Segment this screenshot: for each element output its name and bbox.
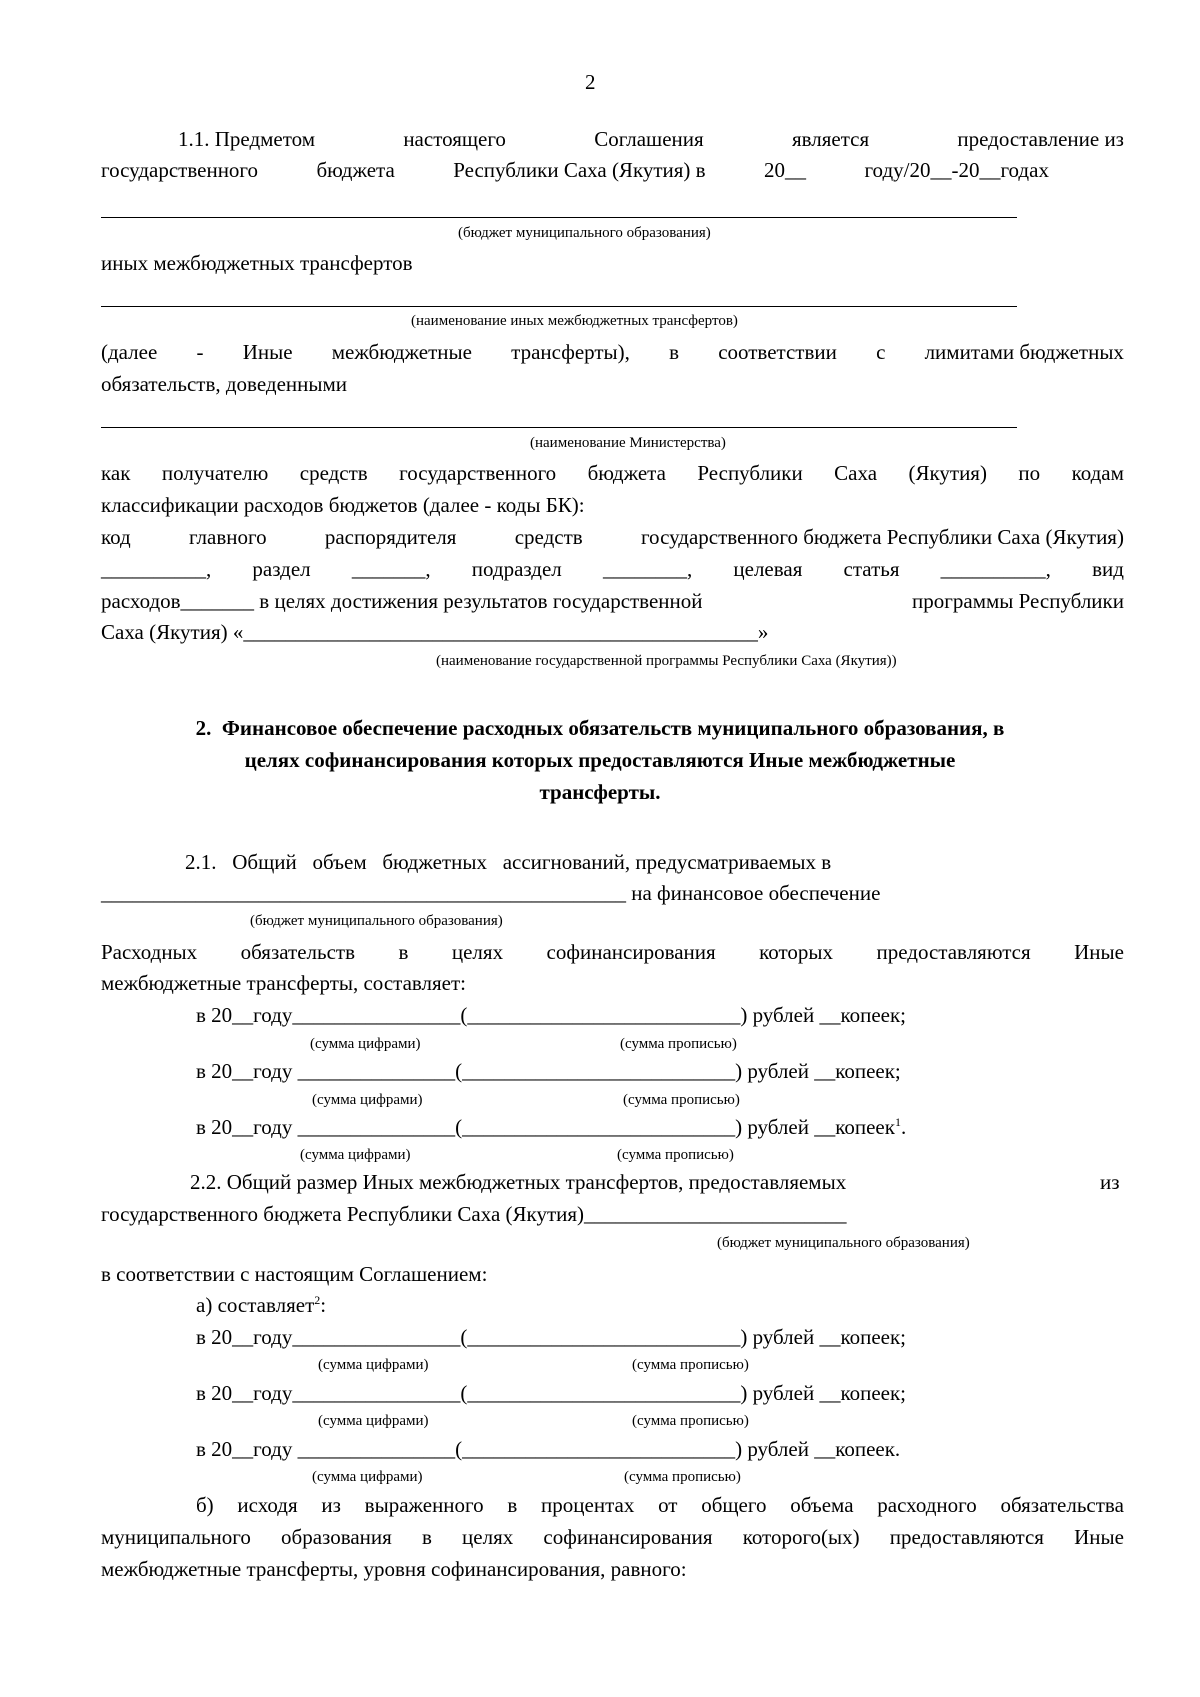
clause-1-1-line9	[101, 557, 1124, 581]
word: обязательств	[240, 940, 356, 964]
caption-digits: (сумма цифрами)	[318, 1357, 429, 1373]
section-2-heading-line2: целях софинансирования которых предоставляются Иные межбюджетные	[244, 748, 956, 772]
word: предоставляются	[889, 1525, 1044, 1549]
word: -	[196, 340, 204, 364]
word: подраздел	[471, 557, 562, 581]
caption-program: (наименование государственной программы Республики Саха (Якутия))	[436, 653, 897, 669]
word: государственного бюджета Республики Саха (Якутия)	[640, 525, 1124, 549]
caption-words: (сумма прописью)	[632, 1357, 749, 1373]
word: Иные	[1074, 940, 1124, 964]
clause-1-1-line7: классификации расходов бюджетов (далее - коды БК):	[101, 493, 585, 517]
word: государственного	[101, 158, 259, 182]
caption-budget: (бюджет муниципального образования)	[458, 225, 711, 241]
clause-2-2-b-line2	[101, 1525, 1124, 1549]
footnote-ref-1[interactable]: 1	[894, 1115, 901, 1129]
word: Расходных	[101, 940, 198, 964]
clause-1-1-line1	[178, 127, 1124, 151]
clause-2-2-line1-left: 2.2. Общий размер Иных межбюджетных трансфертов, предоставляемых	[190, 1170, 847, 1194]
clause-2-2-line1-right: из	[1100, 1170, 1120, 1194]
word: от	[658, 1493, 678, 1517]
word: 1.1. Предметом	[178, 127, 316, 151]
word: Саха	[834, 461, 878, 485]
word: муниципального	[101, 1525, 251, 1549]
clause-2-2-b-line1	[196, 1493, 1124, 1517]
word: ________,	[602, 557, 693, 581]
word: целях	[462, 1525, 514, 1549]
word: которых	[759, 940, 834, 964]
amount-row: в 20__году _______________(__________________________) рублей __копеек.	[196, 1437, 901, 1461]
amount-row: в 20__году________________(__________________________) рублей __копеек;	[196, 1003, 907, 1027]
word: лимитами бюджетных	[924, 340, 1124, 364]
word: по	[1018, 461, 1041, 485]
amount-row-end: .	[900, 1115, 907, 1139]
clause-2-1-line2: __________________________________________________ на финансовое обеспечение	[101, 881, 881, 905]
word: настоящего	[403, 127, 506, 151]
word: образования	[281, 1525, 392, 1549]
clause-2-2-line3: в соответствии с настоящим Соглашением:	[101, 1262, 488, 1286]
blank-line-ministry	[101, 427, 1017, 428]
word: главного	[188, 525, 267, 549]
word: в	[669, 340, 680, 364]
clause-1-1-line8	[101, 525, 1124, 549]
caption-words: (сумма прописью)	[617, 1147, 734, 1163]
word: программы Республики	[912, 589, 1124, 613]
word: государственного	[399, 461, 557, 485]
clause-2-2-b-line3: межбюджетные трансферты, уровня софинансирования, равного:	[101, 1557, 687, 1581]
word: целевая	[733, 557, 803, 581]
clause-2-2-line2: государственного бюджета Республики Саха (Якутия)_________________________	[101, 1202, 847, 1226]
word: __________,	[101, 557, 212, 581]
caption-ministry: (наименование Министерства)	[530, 435, 726, 451]
word: с	[876, 340, 886, 364]
blank-line-transfers	[101, 306, 1017, 307]
clause-2-1-line3	[101, 940, 1124, 964]
page-number: 2	[585, 70, 596, 94]
word: которого(ых)	[742, 1525, 860, 1549]
caption-budget-3: (бюджет муниципального образования)	[717, 1235, 970, 1251]
word: трансферты),	[511, 340, 630, 364]
clause-1-1-line6	[101, 461, 1124, 485]
clause-1-1-line10	[101, 589, 1124, 613]
clause-2-2-a-text: а) составляет	[196, 1293, 315, 1317]
amount-row: в 20__году _______________(__________________________) рублей __копеек;	[196, 1059, 901, 1083]
word: расходного	[877, 1493, 977, 1517]
word: исходя	[237, 1493, 298, 1517]
word: статья	[843, 557, 900, 581]
amount-row	[196, 1115, 906, 1139]
word: Соглашения	[594, 127, 704, 151]
caption-words: (сумма прописью)	[620, 1036, 737, 1052]
word: в	[398, 940, 409, 964]
caption-digits: (сумма цифрами)	[310, 1036, 421, 1052]
amount-row-text: в 20__году _______________(__________________________) рублей __копеек	[196, 1115, 895, 1139]
word: (Якутия)	[908, 461, 987, 485]
word: из	[321, 1493, 341, 1517]
word: б)	[196, 1493, 214, 1517]
word: в	[507, 1493, 518, 1517]
word: обязательства	[1000, 1493, 1124, 1517]
caption-words: (сумма прописью)	[632, 1413, 749, 1429]
amount-row: в 20__году________________(__________________________) рублей __копеек;	[196, 1381, 907, 1405]
word: соответствии	[718, 340, 837, 364]
word: как	[101, 461, 131, 485]
word: общего	[701, 1493, 767, 1517]
clause-1-1-line3: иных межбюджетных трансфертов	[101, 251, 413, 275]
footnote-ref-2[interactable]: 2	[314, 1293, 321, 1307]
caption-words: (сумма прописью)	[624, 1469, 741, 1485]
caption-digits: (сумма цифрами)	[312, 1469, 423, 1485]
word: 20__	[764, 158, 807, 182]
word: процентах	[541, 1493, 635, 1517]
word: бюджета	[587, 461, 666, 485]
word: софинансирования	[543, 1525, 713, 1549]
word: раздел	[252, 557, 311, 581]
clause-2-1-line1: 2.1. Общий объем бюджетных ассигнований, предусматриваемых в	[185, 850, 832, 874]
blank-line-budget	[101, 217, 1017, 218]
caption-digits: (сумма цифрами)	[300, 1147, 411, 1163]
word: в	[421, 1525, 432, 1549]
word: бюджета	[316, 158, 395, 182]
clause-2-2-a	[196, 1293, 326, 1317]
word: целях	[451, 940, 504, 964]
clause-1-1-line2	[101, 158, 1049, 182]
word: является	[791, 127, 870, 151]
word: Республики	[697, 461, 803, 485]
word: софинансирования	[546, 940, 716, 964]
word: код	[101, 525, 131, 549]
caption-digits: (сумма цифрами)	[312, 1092, 423, 1108]
word: кодам	[1071, 461, 1124, 485]
section-2-heading-line3: трансферты.	[539, 780, 661, 804]
word: _______,	[351, 557, 431, 581]
word: объема	[790, 1493, 854, 1517]
word: Иные	[242, 340, 293, 364]
word: расходов_______ в целях достижения результатов государственной	[101, 589, 703, 613]
clause-1-1-line4	[101, 340, 1124, 364]
word: вид	[1092, 557, 1124, 581]
caption-digits: (сумма цифрами)	[318, 1413, 429, 1429]
word: Иные	[1074, 1525, 1124, 1549]
section-2-heading-line1: 2. Финансовое обеспечение расходных обязательств муниципального образования, в	[195, 716, 1005, 740]
word: предоставление из	[957, 127, 1124, 151]
word: средств	[299, 461, 368, 485]
clause-1-1-line5: обязательств, доведенными	[101, 372, 348, 396]
word: межбюджетные	[331, 340, 472, 364]
word: выраженного	[364, 1493, 484, 1517]
word: предоставляются	[876, 940, 1031, 964]
word: средств	[514, 525, 583, 549]
word: году/20__-20__годах	[864, 158, 1049, 182]
caption-budget-2: (бюджет муниципального образования)	[250, 913, 503, 929]
caption-transfers-name: (наименование иных межбюджетных трансфертов)	[411, 313, 738, 329]
word: получателю	[161, 461, 269, 485]
clause-2-2-a-end: :	[320, 1293, 327, 1317]
clause-1-1-line11: Саха (Якутия) «_________________________________________________»	[101, 620, 769, 644]
amount-row: в 20__году________________(__________________________) рублей __копеек;	[196, 1325, 907, 1349]
caption-words: (сумма прописью)	[623, 1092, 740, 1108]
word: Республики Саха (Якутия) в	[453, 158, 706, 182]
word: (далее	[101, 340, 158, 364]
word: __________,	[940, 557, 1051, 581]
word: распорядителя	[324, 525, 457, 549]
clause-2-1-line4: межбюджетные трансферты, составляет:	[101, 971, 467, 995]
